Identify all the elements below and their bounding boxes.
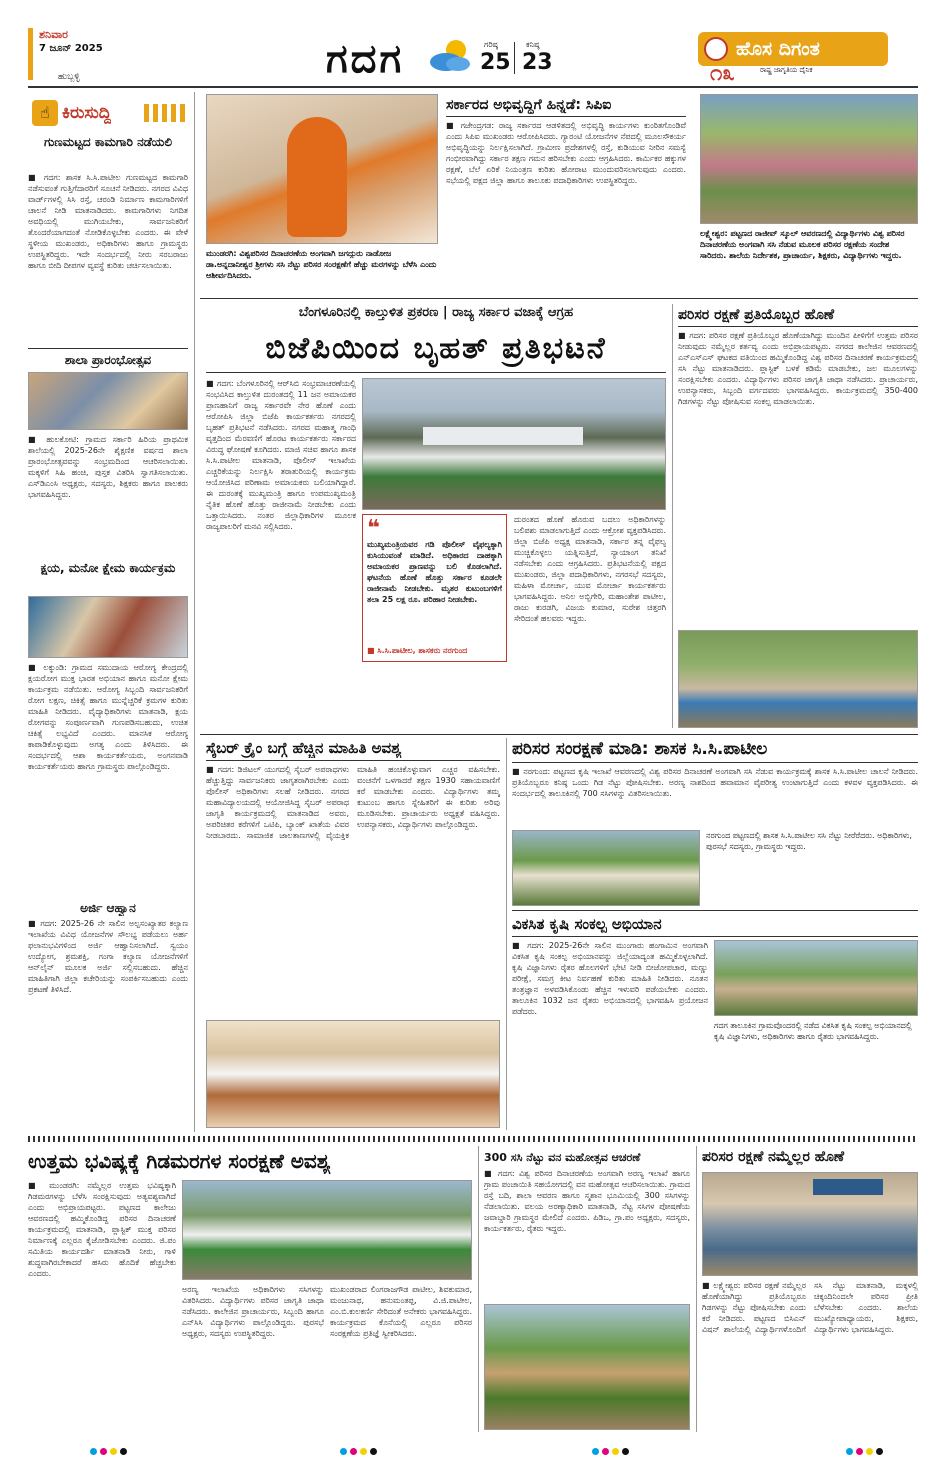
protest-photo	[362, 378, 666, 510]
cpi-headline: ಸರ್ಕಾರದ ಅಭಿವೃದ್ಧಿಗೆ ಹಿನ್ನಡೆ: ಸಿಪಿಐ	[446, 97, 612, 113]
max-temp-label: ಗರಿಷ್ಠ	[484, 40, 498, 49]
kirusuddi-banner	[28, 98, 188, 128]
samrakshane-body: ■ ನರಗುಂದ: ಪಟ್ಟಣದ ಕೃಷಿ ಇಲಾಖೆ ಆವರಣದಲ್ಲಿ ವಿಶ್ವ ಪರಿಸರ ದಿನಾಚರಣೆ ಅಂಗವಾಗಿ ಸಸಿ ನೆಡುವ ಕಾರ್ಯಕ್ರಮಕ್ಕೆ ಶಾಸಕ ಸಿ.ಸಿ.ಪಾಟೀಲ ಚಾಲನೆ ನೀಡಿದರು. ಪ್ರತಿಯೊಬ್ಬರೂ ಕನಿಷ್ಠ ಒಂದು ಗಿಡ ನೆಟ್ಟು ಪೋಷಿಸಬೇಕು. ಅರಣ್ಯ ನಾಶದಿಂದ ಹವಾಮಾನ ವೈಪರೀತ್ಯ ಉಂಟಾಗುತ್ತಿದೆ ಎಂದು ಕಳವಳ ವ್ಯಕ್ತಪಡಿಸಿದರು. ಈ ಸಂದರ್ಭದಲ್ಲಿ ತಾಲೂಕಿನಲ್ಲಿ 700 ಸಸಿಗಳನ್ನು ವಿತರಿಸಲಾಯಿತು.	[512, 767, 918, 798]
bjp-kicker: ಬೆಂಗಳೂರಿನಲ್ಲಿ ಕಾಲ್ತುಳಿತ ಪ್ರಕರಣ | ರಾಜ್ಯ ಸರ್ಕಾರ ವಜಾಕ್ಕೆ ಆಗ್ರಹ	[298, 305, 574, 320]
min-temp-label: ಕನಿಷ್ಠ	[526, 40, 540, 49]
bjp-headline: ಬಿಜೆಪಿಯಿಂದ ಬೃಹತ್ ಪ್ರತಿಭಟನೆ	[265, 331, 607, 366]
paper-tagline: ರಾಷ್ಟ್ರ ಜಾಗೃತಿಯ ದೈನಿಕ	[760, 66, 813, 74]
logo-emblem-icon	[704, 37, 728, 61]
rakshane-body: ■ ಗದಗ: ಪರಿಸರ ರಕ್ಷಣೆ ಪ್ರತಿಯೊಬ್ಬರ ಹೊಣೆಯಾಗಿದ್ದು ಮುಂದಿನ ಪೀಳಿಗೆಗೆ ಉತ್ತಮ ಪರಿಸರ ನೀಡುವುದು ನಮ್ಮೆಲ್ಲರ ಕರ್ತವ್ಯ ಎಂದು ಅಭಿಪ್ರಾಯಪಟ್ಟರು. ನಗರದ ಕಾಲೇಜಿನ ಆವರಣದಲ್ಲಿ ಎನ್‌ಎಸ್‌ಎಸ್ ಘಟಕದ ವತಿಯಿಂದ ಹಮ್ಮಿಕೊಂಡಿದ್ದ ವಿಶ್ವ ಪರಿಸರ ದಿನಾಚರಣೆ ಕಾರ್ಯಕ್ರಮದಲ್ಲಿ ಸಸಿ ನೆಟ್ಟು ಮಾತನಾಡಿದರು. ಪ್ಲಾಸ್ಟಿಕ್ ಬಳಕೆ ಕಡಿಮೆ ಮಾಡಬೇಕು, ಜಲ ಮೂಲಗಳನ್ನು ಸಂರಕ್ಷಿಸಬೇಕು ಎಂದರು. ವಿದ್ಯಾರ್ಥಿಗಳು ಪರಿಸರ ಜಾಗೃತಿ ಜಾಥಾ ನಡೆಸಿದರು. ಪ್ರಾಚಾರ್ಯರು, ಉಪನ್ಯಾಸಕರು, ಸಿಬ್ಬಂದಿ ವರ್ಗದವರು ಭಾಗವಹಿಸಿದ್ದರು. ಕಾರ್ಯಕ್ರಮದಲ್ಲಿ 350-400 ಗಿಡಗಳನ್ನು ನೆಟ್ಟು ಪೋಷಿಸುವ ಸಂಕಲ್ಪ ಮಾಡಲಾಯಿತು.	[678, 331, 918, 406]
page-number: ೧೩	[710, 62, 735, 86]
kirusuddi-title: ಕಿರುಸುದ್ದಿ	[62, 103, 112, 123]
bhavishya-col1: ■ ಮುಂಡರಗಿ: ನಮ್ಮೆಲ್ಲರ ಉತ್ತಮ ಭವಿಷ್ಯಕ್ಕಾಗಿ ಗಿಡಮರಗಳನ್ನು ಬೆಳೆಸಿ ಸಂರಕ್ಷಿಸುವುದು ಅತ್ಯವಶ್ಯವಾಗಿದೆ ಎಂದು ಅಭಿಪ್ರಾಯಪಟ್ಟರು. ಪಟ್ಟಣದ ಕಾಲೇಜು ಆವರಣದಲ್ಲಿ ಹಮ್ಮಿಕೊಂಡಿದ್ದ ಪರಿಸರ ದಿನಾಚರಣೆ ಕಾರ್ಯಕ್ರಮದಲ್ಲಿ ಮಾತನಾಡಿ, ಪ್ಲಾಸ್ಟಿಕ್ ಮುಕ್ತ ಪರಿಸರ ನಿರ್ಮಾಣಕ್ಕೆ ಎಲ್ಲರೂ ಕೈಜೋಡಿಸಬೇಕು ಎಂದರು. ಜಿ.ಪಂ ಸಮಿತಿಯ ಕಾರ್ಯದರ್ಶಿ ಮಾತನಾಡಿ ನೀರು, ಗಾಳಿ ಶುದ್ಧವಾಗಿರಬೇಕಾದರೆ ಹಸಿರು ಹೊದಿಕೆ ಹೆಚ್ಚಬೇಕು ಎಂದರು.	[28, 1181, 176, 1278]
samrakshane-caption: ನರಗುಂದ ಪಟ್ಟಣದಲ್ಲಿ ಶಾಸಕ ಸಿ.ಸಿ.ಪಾಟೀಲ ಸಸಿ ನೆಟ್ಟು ನೀರೆರೆದರು. ಅಧಿಕಾರಿಗಳು, ಪುರಸಭೆ ಸದಸ್ಯರು, ಗ್ರಾಮಸ್ಥರು ಇದ್ದರು.	[706, 831, 912, 851]
bottom-divider-bar	[28, 1136, 918, 1142]
bhavishya-headline: ಉತ್ತಮ ಭವಿಷ್ಯಕ್ಕೆ ಗಿಡಮರಗಳ ಸಂರಕ್ಷಣೆ ಅವಶ್ಯ	[28, 1149, 331, 1173]
bottom-divider-2	[696, 1146, 697, 1432]
quote-attribution: ■ ಸಿ.ಸಿ.ಪಾಟೀಲ, ಶಾಸಕರು ನರಗುಂದ	[367, 646, 468, 655]
temp-divider	[514, 42, 515, 74]
namma-photo	[702, 1172, 918, 1276]
paper-logo	[698, 32, 888, 66]
brief-body-2: ■ ಹುಲಕೋಟಿ: ಗ್ರಾಮದ ಸರ್ಕಾರಿ ಹಿರಿಯ ಪ್ರಾಥಮಿಕ ಶಾಲೆಯಲ್ಲಿ 2025-26ನೇ ಶೈಕ್ಷಣಿಕ ವರ್ಷದ ಶಾಲಾ ಪ್ರಾರಂಭೋತ್ಸವವನ್ನು ಸಂಭ್ರಮದಿಂದ ಆಚರಿಸಲಾಯಿತು. ಮಕ್ಕಳಿಗೆ ಸಿಹಿ ಹಂಚಿ, ಪುಸ್ತಕ ವಿತರಿಸಿ ಸ್ವಾಗತಿಸಲಾಯಿತು. ಎಸ್‌ಡಿಎಂಸಿ ಅಧ್ಯಕ್ಷರು, ಸದಸ್ಯರು, ಶಿಕ್ಷಕರು ಹಾಗೂ ಪಾಲಕರು ಭಾಗವಹಿಸಿದ್ದರು.	[28, 435, 188, 499]
samrakshane-photo	[512, 830, 700, 906]
namma-body: ■ ಲಕ್ಷ್ಮೇಶ್ವರ: ಪರಿಸರ ರಕ್ಷಣೆ ನಮ್ಮೆಲ್ಲರ ಹೊಣೆಯಾಗಿದ್ದು ಪ್ರತಿಯೊಬ್ಬರೂ ಗಿಡಗಳನ್ನು ನೆಟ್ಟು ಪೋಷಿಸಬೇಕು ಎಂದು ಕರೆ ನೀಡಿದರು. ಪಟ್ಟಣದ ಬಿಸಿಎನ್ ವಿಷನ್ ಶಾಲೆಯಲ್ಲಿ ವಿದ್ಯಾರ್ಥಿಗಳೊಂದಿಗೆ ಸಸಿ ನೆಟ್ಟು ಮಾತನಾಡಿ, ಮಕ್ಕಳಲ್ಲಿ ಚಿಕ್ಕಂದಿನಿಂದಲೇ ಪರಿಸರ ಪ್ರೀತಿ ಬೆಳೆಸಬೇಕು ಎಂದರು. ಶಾಲೆಯ ಮುಖ್ಯೋಪಾಧ್ಯಾಯರು, ಶಿಕ್ಷಕರು, ವಿದ್ಯಾರ್ಥಿಗಳು ಭಾಗವಹಿಸಿದ್ದರು.	[702, 1281, 918, 1334]
swami-photo	[206, 94, 438, 244]
masthead-rule	[28, 86, 918, 88]
bhavishya-photo	[182, 1180, 472, 1280]
cyber-photo	[206, 1020, 500, 1128]
swami-photo-caption: ಮುಂಡರಗಿ: ವಿಶ್ವಪರಿಸರ ದಿನಾಚರಣೆಯ ಅಂಗವಾಗಿ ಜಗದ್ಗುರು ನಾಡೋಜ ಡಾ.ಅನ್ನದಾನೀಶ್ವರ ಶ್ರೀಗಳು ಸಸಿ ನೆಟ್ಟು ಪರಿಸರ ಸಂರಕ್ಷಣೆಗೆ ಹೆಚ್ಚು ಮರಗಳನ್ನು ಬೆಳೆಸಿ ಎಂದು ಆಶೀರ್ವದಿಸಿದರು.	[206, 249, 437, 280]
quote-box	[362, 514, 507, 662]
vana-body: ■ ಗದಗ: ವಿಶ್ವ ಪರಿಸರ ದಿನಾಚರಣೆಯ ಅಂಗವಾಗಿ ಅರಣ್ಯ ಇಲಾಖೆ ಹಾಗೂ ಗ್ರಾಮ ಪಂಚಾಯಿತಿ ಸಹಯೋಗದಲ್ಲಿ ವನ ಮಹೋತ್ಸವ ಆಚರಿಸಲಾಯಿತು. ಗ್ರಾಮದ ರಸ್ತೆ ಬದಿ, ಶಾಲಾ ಆವರಣ ಹಾಗೂ ಸ್ಮಶಾನ ಭೂಮಿಯಲ್ಲಿ 300 ಸಸಿಗಳನ್ನು ನೆಡಲಾಯಿತು. ವಲಯ ಅರಣ್ಯಾಧಿಕಾರಿ ಮಾತನಾಡಿ, ನೆಟ್ಟ ಸಸಿಗಳ ಪೋಷಣೆಯ ಜವಾಬ್ದಾರಿ ಗ್ರಾಮಸ್ಥರ ಮೇಲಿದೆ ಎಂದರು. ಪಿಡಿಒ, ಗ್ರಾ.ಪಂ ಅಧ್ಯಕ್ಷರು, ಸದಸ್ಯರು, ಕಾರ್ಯಕರ್ತರು, ರೈತರು ಇದ್ದರು.	[484, 1169, 690, 1233]
protest-banner	[423, 427, 583, 445]
partly-cloudy-icon	[428, 38, 474, 72]
masthead	[0, 0, 945, 86]
krishi-headline: ವಿಕಸಿತ ಕೃಷಿ ಸಂಕಲ್ಪ ಅಭಿಯಾನ	[512, 915, 662, 933]
brief-headline-4: ಅರ್ಜಿ ಆಹ್ವಾನ	[80, 901, 136, 915]
cyber-headline: ಸೈಬರ್ ಕ್ರೈಂ ಬಗ್ಗೆ ಹೆಚ್ಚಿನ ಮಾಹಿತಿ ಅವಶ್ಯ	[206, 739, 402, 757]
quote-text: ಮುಖ್ಯಮಂತ್ರಿಯವರ ಗಡಿ ಪೊಲೀಸ್ ವೈಫಲ್ಯಕ್ಕಾಗಿ ಕುಸಿಯುವಂತೆ ಮಾಡಿದೆ. ಅಧಿಕಾರದ ದಾಹಕ್ಕಾಗಿ ಅಮಾಯಕರ ಪ್ರಾಣವನ್ನು ಬಲಿ ಕೊಡಲಾಗಿದೆ. ಘಟನೆಯ ಹೊಣೆ ಹೊತ್ತು ಸರ್ಕಾರ ಕೂಡಲೇ ರಾಜೀನಾಮೆ ನೀಡಬೇಕು. ಮೃತರ ಕುಟುಂಬಗಳಿಗೆ ತಲಾ 25 ಲಕ್ಷ ರೂ. ಪರಿಹಾರ ನೀಡಬೇಕು.	[367, 540, 502, 604]
row-rule-2	[200, 734, 918, 735]
bottom-divider-1	[478, 1146, 479, 1432]
bjp-body-col1: ■ ಗದಗ: ಬೆಂಗಳೂರಿನಲ್ಲಿ ಆರ್‌ಸಿಬಿ ಸಂಭ್ರಮಾಚರಣೆಯಲ್ಲಿ ಸಂಭವಿಸಿದ ಕಾಲ್ತುಳಿತ ದುರಂತದಲ್ಲಿ 11 ಜನ ಅಮಾಯಕರ ಪ್ರಾಣಹಾನಿಗೆ ರಾಜ್ಯ ಸರ್ಕಾರವೇ ನೇರ ಹೊಣೆ ಎಂದು ಆರೋಪಿಸಿ ಜಿಲ್ಲಾ ಬಿಜೆಪಿ ಕಾರ್ಯಕರ್ತರು ನಗರದಲ್ಲಿ ಬೃಹತ್ ಪ್ರತಿಭಟನೆ ನಡೆಸಿದರು. ನಗರದ ಮಹಾತ್ಮ ಗಾಂಧಿ ವೃತ್ತದಿಂದ ಮೆರವಣಿಗೆ ಹೊರಟ ಕಾರ್ಯಕರ್ತರು ಸರ್ಕಾರದ ವಿರುದ್ಧ ಘೋಷಣೆ ಕೂಗಿದರು. ಮಾಜಿ ಸಚಿವ ಹಾಗೂ ಶಾಸಕ ಸಿ.ಸಿ.ಪಾಟೀಲ ಮಾತನಾಡಿ, ಪೊಲೀಸ್ ಇಲಾಖೆಯ ಎಚ್ಚರಿಕೆಯನ್ನು ನಿರ್ಲಕ್ಷಿಸಿ ತರಾತುರಿಯಲ್ಲಿ ಕಾರ್ಯಕ್ರಮ ಆಯೋಜಿಸಿದ ಪರಿಣಾಮ ಅಮಾಯಕರು ಬಲಿಯಾಗಿದ್ದಾರೆ. ಈ ದುರಂತಕ್ಕೆ ಮುಖ್ಯಮಂತ್ರಿ ಹಾಗೂ ಉಪಮುಖ್ಯಮಂತ್ರಿ ನೈತಿಕ ಹೊಣೆ ಹೊತ್ತು ರಾಜೀನಾಮೆ ನೀಡಬೇಕು ಎಂದು ಒತ್ತಾಯಿಸಿದರು. ನಂತರ ಜಿಲ್ಲಾಧಿಕಾರಿಗಳ ಮೂಲಕ ರಾಜ್ಯಪಾಲರಿಗೆ ಮನವಿ ಸಲ್ಲಿಸಿದರು.	[206, 379, 356, 531]
brief-body-3: ■ ಲಕ್ಕುಂಡಿ: ಗ್ರಾಮದ ಸಮುದಾಯ ಆರೋಗ್ಯ ಕೇಂದ್ರದಲ್ಲಿ ಕ್ಷಯರೋಗ ಮುಕ್ತ ಭಾರತ ಅಭಿಯಾನ ಹಾಗೂ ಮನೋ ಕ್ಷೇಮ ಕಾರ್ಯಕ್ರಮ ನಡೆಯಿತು. ಆರೋಗ್ಯ ಸಿಬ್ಬಂದಿ ಸಾರ್ವಜನಿಕರಿಗೆ ರೋಗ ಲಕ್ಷಣ, ಚಿಕಿತ್ಸೆ ಹಾಗೂ ಮುನ್ನೆಚ್ಚರಿಕೆ ಕ್ರಮಗಳ ಕುರಿತು ಮಾಹಿತಿ ನೀಡಿದರು. ವೈದ್ಯಾಧಿಕಾರಿಗಳು ಮಾತನಾಡಿ, ಕ್ಷಯ ರೋಗವನ್ನು ಸಂಪೂರ್ಣವಾಗಿ ಗುಣಪಡಿಸಬಹುದು, ಉಚಿತ ಚಿಕಿತ್ಸೆ ಲಭ್ಯವಿದೆ ಎಂದರು. ಮಾನಸಿಕ ಆರೋಗ್ಯ ಕಾಪಾಡಿಕೊಳ್ಳುವುದು ಅಗತ್ಯ ಎಂದು ತಿಳಿಸಿದರು. ಈ ಸಂದರ್ಭದಲ್ಲಿ ಆಶಾ ಕಾರ್ಯಕರ್ತೆಯರು, ಅಂಗನವಾಡಿ ಕಾರ್ಯಕರ್ತೆಯರು ಹಾಗೂ ಗ್ರಾಮಸ್ಥರು ಪಾಲ್ಗೊಂಡಿದ್ದರು.	[28, 663, 188, 771]
bjp-rule	[206, 372, 666, 373]
sidebar-rule-1	[28, 348, 188, 349]
kirusuddi-sidebar	[28, 92, 188, 1132]
registration-dots-left	[90, 1440, 130, 1459]
samrakshane-rule	[512, 762, 918, 763]
vana-photo	[484, 1304, 690, 1430]
cpi-rule	[446, 116, 686, 117]
krishi-body: ■ ಗದಗ: 2025-26ನೇ ಸಾಲಿನ ಮುಂಗಾರು ಹಂಗಾಮಿನ ಅಂಗವಾಗಿ ವಿಕಸಿತ ಕೃಷಿ ಸಂಕಲ್ಪ ಅಭಿಯಾನವನ್ನು ಜಿಲ್ಲೆಯಾದ್ಯಂತ ಹಮ್ಮಿಕೊಳ್ಳಲಾಗಿದೆ. ಕೃಷಿ ವಿಜ್ಞಾನಿಗಳು ರೈತರ ಹೊಲಗಳಿಗೆ ಭೇಟಿ ನೀಡಿ ಬೀಜೋಪಚಾರ, ಮಣ್ಣು ಪರೀಕ್ಷೆ, ಸಮಗ್ರ ಕೀಟ ನಿರ್ವಹಣೆ ಕುರಿತು ಮಾಹಿತಿ ನೀಡಿದರು. ನೂತನ ತಂತ್ರಜ್ಞಾನ ಅಳವಡಿಸಿಕೊಂಡು ಹೆಚ್ಚಿನ ಇಳುವರಿ ಪಡೆಯಬೇಕು ಎಂದರು. ತಾಲೂಕಿನ 1032 ಜನ ರೈತರು ಅಭಿಯಾನದಲ್ಲಿ ಭಾಗವಹಿಸಿ ಪ್ರಯೋಜನ ಪಡೆದರು.	[512, 941, 708, 1016]
masthead-day: ಶನಿವಾರ	[39, 28, 68, 41]
brief-headline-3: ಕ್ಷಯ, ಮನೋ ಕ್ಷೇಮ ಕಾರ್ಯಕ್ರಮ	[40, 561, 176, 575]
cpi-body: ■ ಗಜೇಂದ್ರಗಡ: ರಾಜ್ಯ ಸರ್ಕಾರದ ಆಡಳಿತದಲ್ಲಿ ಅಭಿವೃದ್ಧಿ ಕಾರ್ಯಗಳು ಕುಂಠಿತಗೊಂಡಿವೆ ಎಂದು ಸಿಪಿಐ ಮುಖಂಡರು ಆರೋಪಿಸಿದರು. ಗ್ಯಾರಂಟಿ ಯೋಜನೆಗಳ ನೆಪದಲ್ಲಿ ಮೂಲಸೌಕರ್ಯ ಅಭಿವೃದ್ಧಿಯನ್ನು ನಿರ್ಲಕ್ಷಿಸಲಾಗಿದೆ. ಗ್ರಾಮೀಣ ಪ್ರದೇಶಗಳಲ್ಲಿ ರಸ್ತೆ, ಕುಡಿಯುವ ನೀರಿನ ಸಮಸ್ಯೆ ಗಂಭೀರವಾಗಿದ್ದು ಸರ್ಕಾರ ತಕ್ಷಣ ಗಮನ ಹರಿಸಬೇಕು ಎಂದು ಆಗ್ರಹಿಸಿದರು. ಕಾರ್ಮಿಕರ ಹಕ್ಕುಗಳ ರಕ್ಷಣೆ, ಬೆಲೆ ಏರಿಕೆ ನಿಯಂತ್ರಣ ಕುರಿತು ಹೋರಾಟ ಮುಂದುವರಿಸಲಾಗುವುದು ಎಂದರು. ಸಭೆಯಲ್ಲಿ ಪಕ್ಷದ ಜಿಲ್ಲಾ ಹಾಗೂ ತಾಲೂಕು ಪದಾಧಿಕಾರಿಗಳು ಉಪಸ್ಥಿತರಿದ್ದರು.	[446, 121, 686, 185]
krishi-photo	[714, 940, 918, 1016]
brief-headline-1: ಗುಣಮಟ್ಟದ ಕಾಮಗಾರಿ ನಡೆಯಲಿ	[43, 135, 173, 149]
bhavishya-col2: ಅರಣ್ಯ ಇಲಾಖೆಯ ಅಧಿಕಾರಿಗಳು ಸಸಿಗಳನ್ನು ವಿತರಿಸಿದರು. ವಿದ್ಯಾರ್ಥಿಗಳು ಪರಿಸರ ಜಾಗೃತಿ ಜಾಥಾ ನಡೆಸಿದರು. ಕಾಲೇಜಿನ ಪ್ರಾಚಾರ್ಯರು, ಸಿಬ್ಬಂದಿ ಹಾಗೂ ಎನ್‌ಸಿಸಿ ವಿದ್ಯಾರ್ಥಿಗಳು ಪಾಲ್ಗೊಂಡಿದ್ದರು. ಪುರಸಭೆ ಅಧ್ಯಕ್ಷರು, ಸದಸ್ಯರು ಉಪಸ್ಥಿತರಿದ್ದರು.	[182, 1285, 324, 1338]
hand-pointing-icon: ☝	[32, 100, 58, 126]
registration-dots-mid	[592, 1440, 632, 1459]
bjp-rakshane-divider	[672, 304, 673, 728]
brief-headline-2: ಶಾಲಾ ಪ್ರಾರಂಭೋತ್ಸವ	[64, 353, 152, 367]
masthead-city: ಗದಗ	[326, 36, 405, 82]
date-block	[28, 28, 138, 80]
school-students-caption: ಲಕ್ಷ್ಮೇಶ್ವರ: ಪಟ್ಟಣದ ರಾಜೀವ್ ಸ್ಕೂಲ್ ಆವರಣದಲ್ಲಿ ವಿದ್ಯಾರ್ಥಿಗಳು ವಿಶ್ವ ಪರಿಸರ ದಿನಾಚರಣೆಯ ಅಂಗವಾಗಿ ಸಸಿ ನೆಡುವ ಮೂಲಕ ಪರಿಸರ ರಕ್ಷಣೆಯ ಸಂದೇಶ ಸಾರಿದರು. ಶಾಲೆಯ ನಿರ್ದೇಶಕ, ಪ್ರಾಚಾರ್ಯ, ಶಿಕ್ಷಕರು, ವಿದ್ಯಾರ್ಥಿಗಳು ಇದ್ದರು.	[700, 229, 905, 260]
masthead-date: 7 ಜೂನ್ 2025	[39, 43, 103, 54]
namma-headline: ಪರಿಸರ ರಕ್ಷಣೆ ನಮ್ಮೆಲ್ಲರ ಹೊಣೆ	[702, 1149, 845, 1165]
registration-dots-right	[846, 1440, 886, 1459]
rakshane-photo	[678, 630, 918, 728]
cyber-rule	[206, 760, 500, 761]
row-rule-1	[200, 298, 918, 299]
banner-stripes	[144, 104, 186, 122]
rakshane-headline: ಪರಿಸರ ರಕ್ಷಣೆ ಪ್ರತಿಯೊಬ್ಬರ ಹೊಣೆ	[678, 307, 835, 323]
vana-headline: 300 ಸಸಿ ನೆಟ್ಟು ವನ ಮಹೋತ್ಸವ ಆಚರಣೆ	[484, 1151, 641, 1164]
masthead-edition: ಹುಬ್ಬಳ್ಳಿ	[58, 72, 80, 82]
health-program-photo	[28, 596, 188, 658]
registration-dots-center	[340, 1440, 380, 1459]
school-students-photo	[700, 94, 918, 224]
samrakshane-headline: ಪರಿಸರ ಸಂರಕ್ಷಣೆ ಮಾಡಿ: ಶಾಸಕ ಸಿ.ಸಿ.ಪಾಟೀಲ	[512, 739, 768, 759]
krishi-top-rule	[512, 910, 918, 911]
brief-body-4: ■ ಗದಗ: 2025-26 ನೇ ಸಾಲಿನ ಅಲ್ಪಸಂಖ್ಯಾತರ ಕಲ್ಯಾಣ ಇಲಾಖೆಯ ವಿವಿಧ ಯೋಜನೆಗಳ ಸೌಲಭ್ಯ ಪಡೆಯಲು ಅರ್ಹ ಫಲಾನುಭವಿಗಳಿಂದ ಅರ್ಜಿ ಆಹ್ವಾನಿಸಲಾಗಿದೆ. ಸ್ವಯಂ ಉದ್ಯೋಗ, ಶ್ರಮಶಕ್ತಿ, ಗಂಗಾ ಕಲ್ಯಾಣ ಯೋಜನೆಗಳಿಗೆ ಆನ್‌ಲೈನ್ ಮೂಲಕ ಅರ್ಜಿ ಸಲ್ಲಿಸಬಹುದು. ಹೆಚ್ಚಿನ ಮಾಹಿತಿಗಾಗಿ ಜಿಲ್ಲಾ ಕಚೇರಿಯನ್ನು ಸಂಪರ್ಕಿಸಬಹುದು ಎಂದು ಪ್ರಕಟಣೆ ತಿಳಿಸಿದೆ.	[28, 919, 188, 994]
swami-figure	[287, 117, 347, 237]
school-opening-photo	[28, 372, 188, 430]
bhavishya-col3: ಮುಖಂಡರಾದ ಲಿಂಗರಾಜಗೌಡ ಪಾಟೀಲ, ಶಿವಕುಮಾರ, ಮಂಜುನಾಥ, ಹನುಮಂತಪ್ಪ, ವಿ.ಜಿ.ಪಾಟೀಲ, ಎಂ.ಬಿ.ಕುಲಕರ್ಣಿ ಸೇರಿದಂತೆ ಅನೇಕರು ಭಾಗವಹಿಸಿದ್ದರು. ಕಾರ್ಯಕ್ರಮದ ಕೊನೆಯಲ್ಲಿ ಎಲ್ಲರೂ ಪರಿಸರ ಸಂರಕ್ಷಣೆಯ ಪ್ರತಿಜ್ಞೆ ಸ್ವೀಕರಿಸಿದರು.	[330, 1285, 472, 1338]
bjp-body-col2: ದುರಂತದ ಹೊಣೆ ಹೊರುವ ಬದಲು ಅಧಿಕಾರಿಗಳನ್ನು ಬಲಿಪಶು ಮಾಡಲಾಗುತ್ತಿದೆ ಎಂದು ಆಕ್ರೋಶ ವ್ಯಕ್ತಪಡಿಸಿದರು. ಜಿಲ್ಲಾ ಬಿಜೆಪಿ ಅಧ್ಯಕ್ಷ ಮಾತನಾಡಿ, ಸರ್ಕಾರ ತನ್ನ ವೈಫಲ್ಯ ಮುಚ್ಚಿಕೊಳ್ಳಲು ಯತ್ನಿಸುತ್ತಿದೆ, ನ್ಯಾಯಾಂಗ ತನಿಖೆ ನಡೆಸಬೇಕು ಎಂದು ಆಗ್ರಹಿಸಿದರು. ಪ್ರತಿಭಟನೆಯಲ್ಲಿ ಪಕ್ಷದ ಮುಖಂಡರು, ಜಿಲ್ಲಾ ಪದಾಧಿಕಾರಿಗಳು, ನಗರಸಭೆ ಸದಸ್ಯರು, ಮಹಿಳಾ ಮೋರ್ಚಾ, ಯುವ ಮೋರ್ಚಾ ಕಾರ್ಯಕರ್ತರು ಭಾಗವಹಿಸಿದ್ದರು. ಅನಿಲ ಅಬ್ಬಿಗೇರಿ, ಮಹಾಂತೇಶ ಪಾಟೀಲ, ರಾಜು ಕುರಡಗಿ, ವಿಜಯ ಕುಮಾರ, ಸುರೇಶ ಚಿತ್ತರಗಿ ಸೇರಿದಂತೆ ಹಲವರು ಇದ್ದರು.	[514, 515, 666, 623]
paper-name: ಹೊಸ ದಿಗಂತ	[736, 38, 820, 60]
cyber-body: ■ ಗದಗ: ಡಿಜಿಟಲ್ ಯುಗದಲ್ಲಿ ಸೈಬರ್ ಅಪರಾಧಗಳು ಹೆಚ್ಚುತ್ತಿದ್ದು ಸಾರ್ವಜನಿಕರು ಜಾಗೃತರಾಗಿರಬೇಕು ಎಂದು ಪೊಲೀಸ್ ಅಧಿಕಾರಿಗಳು ಸಲಹೆ ನೀಡಿದರು. ನಗರದ ಮಹಾವಿದ್ಯಾಲಯದಲ್ಲಿ ಆಯೋಜಿಸಿದ್ದ ಸೈಬರ್ ಅಪರಾಧ ಜಾಗೃತಿ ಕಾರ್ಯಕ್ರಮದಲ್ಲಿ ಮಾತನಾಡಿದ ಅವರು, ಅಪರಿಚಿತರ ಕರೆಗಳಿಗೆ ಒಟಿಪಿ, ಬ್ಯಾಂಕ್ ಖಾತೆಯ ವಿವರ ನೀಡಬಾರದು. ಸಾಮಾಜಿಕ ಜಾಲತಾಣಗಳಲ್ಲಿ ವೈಯಕ್ತಿಕ ಮಾಹಿತಿ ಹಂಚಿಕೊಳ್ಳುವಾಗ ಎಚ್ಚರ ವಹಿಸಬೇಕು. ವಂಚನೆಗೆ ಒಳಗಾದರೆ ತಕ್ಷಣ 1930 ಸಹಾಯವಾಣಿಗೆ ಕರೆ ಮಾಡಬೇಕು ಎಂದರು. ವಿದ್ಯಾರ್ಥಿಗಳು ತಮ್ಮ ಕುಟುಂಬ ಹಾಗೂ ಸ್ನೇಹಿತರಿಗೆ ಈ ಕುರಿತು ಅರಿವು ಮೂಡಿಸಬೇಕು. ಪ್ರಾಚಾರ್ಯರು ಅಧ್ಯಕ್ಷತೆ ವಹಿಸಿದ್ದರು. ಉಪನ್ಯಾಸಕರು, ವಿದ್ಯಾರ್ಥಿಗಳು ಪಾಲ್ಗೊಂಡಿದ್ದರು.	[206, 765, 500, 840]
school-sign	[813, 1179, 883, 1195]
rakshane-rule	[678, 326, 918, 327]
krishi-caption: ಗದಗ ತಾಲೂಕಿನ ಗ್ರಾಮವೊಂದರಲ್ಲಿ ನಡೆದ ವಿಕಸಿತ ಕೃಷಿ ಸಂಕಲ್ಪ ಅಭಿಯಾನದಲ್ಲಿ ಕೃಷಿ ವಿಜ್ಞಾನಿಗಳು, ಅಧಿಕಾರಿಗಳು ಹಾಗೂ ರೈತರು ಭಾಗವಹಿಸಿದ್ದರು.	[714, 1021, 912, 1041]
cyber-divider	[506, 738, 507, 1130]
quote-mark-icon: ❝	[367, 519, 380, 539]
sidebar-divider	[194, 92, 195, 1132]
min-temp: 23	[522, 50, 553, 75]
krishi-rule	[512, 936, 918, 937]
max-temp: 25	[480, 50, 511, 75]
brief-body-1: ■ ಗದಗ: ಶಾಸಕ ಸಿ.ಸಿ.ಪಾಟೀಲ ಗುಣಮಟ್ಟದ ಕಾಮಗಾರಿ ನಡೆಸುವಂತೆ ಗುತ್ತಿಗೆದಾರರಿಗೆ ಸೂಚನೆ ನೀಡಿದರು. ನಗರದ ವಿವಿಧ ವಾರ್ಡ್‌ಗಳಲ್ಲಿ ಸಿಸಿ ರಸ್ತೆ, ಚರಂಡಿ ನಿರ್ಮಾಣ ಕಾಮಗಾರಿಗಳಿಗೆ ಚಾಲನೆ ನೀಡಿ ಮಾತನಾಡಿದರು. ಕಾಮಗಾರಿಗಳು ನಿಗದಿತ ಅವಧಿಯಲ್ಲಿ ಮುಗಿಯಬೇಕು, ಸಾರ್ವಜನಿಕರಿಗೆ ತೊಂದರೆಯಾಗದಂತೆ ನೋಡಿಕೊಳ್ಳಬೇಕು ಎಂದರು. ಈ ವೇಳೆ ಸ್ಥಳೀಯ ಮುಖಂಡರು, ಅಧಿಕಾರಿಗಳು ಹಾಗೂ ಗ್ರಾಮಸ್ಥರು ಉಪಸ್ಥಿತರಿದ್ದರು. ಇದೇ ಸಂದರ್ಭದಲ್ಲಿ ನೀರು ಸರಬರಾಜು ಹಾಗೂ ಬೀದಿ ದೀಪಗಳ ವ್ಯವಸ್ಥೆ ಕುರಿತು ಚರ್ಚಿಸಲಾಯಿತು.	[28, 173, 188, 270]
